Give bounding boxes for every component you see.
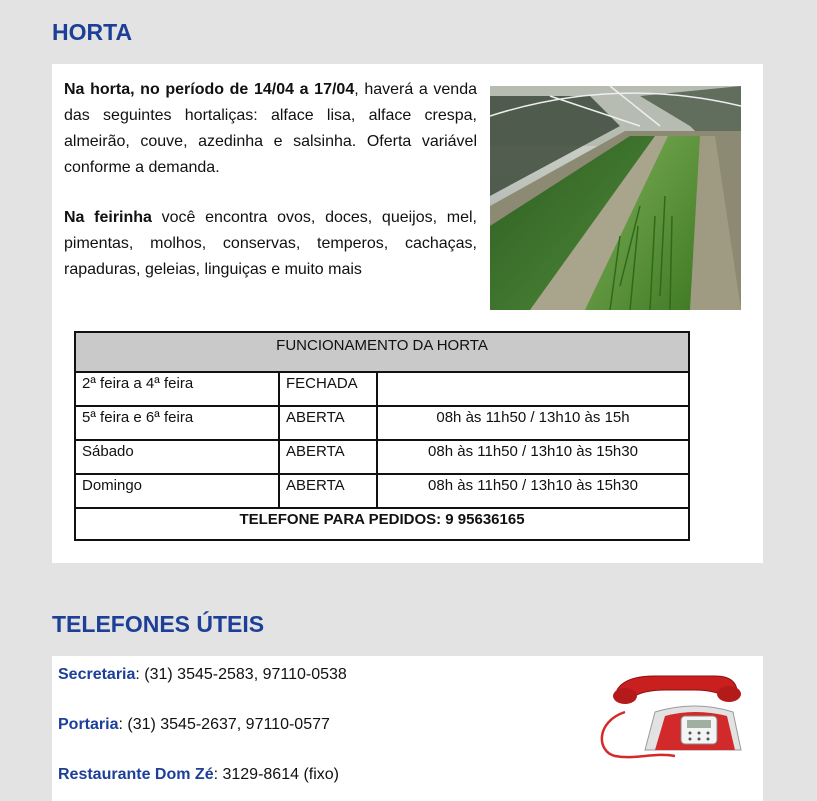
row-status: ABERTA <box>279 406 377 440</box>
phone-label: Secretaria <box>58 666 136 683</box>
row-hours: 08h às 11h50 / 13h10 às 15h30 <box>377 474 689 508</box>
phone-value: : (31) 3545-2583, 97110-0538 <box>135 666 347 683</box>
schedule-table <box>74 331 690 541</box>
phone-label: Portaria <box>58 716 119 733</box>
schedule-table-header: FUNCIONAMENTO DA HORTA <box>75 332 689 372</box>
row-hours <box>377 372 689 406</box>
table-row <box>75 440 689 474</box>
order-phone-footer: TELEFONE PARA PEDIDOS: 9 95636165 <box>75 508 689 540</box>
row-status: ABERTA <box>279 440 377 474</box>
phone-entry-secretaria <box>58 666 347 684</box>
row-days: 5ª feira e 6ª feira <box>75 406 279 440</box>
row-hours: 08h às 11h50 / 13h10 às 15h <box>377 406 689 440</box>
table-row <box>75 474 689 508</box>
row-status: ABERTA <box>279 474 377 508</box>
feirinha-paragraph <box>64 205 477 283</box>
section-title-horta: HORTA <box>52 19 133 45</box>
horta-offer-paragraph <box>64 77 477 181</box>
horta-intro <box>64 77 477 283</box>
table-row <box>75 406 689 440</box>
feirinha-text: você encontra ovos, doces, queijos, mel, pimentas, molhos, conservas, temperos, cachaças, rapaduras, geleias, linguiças e muito mais <box>64 209 477 278</box>
phone-label: Restaurante Dom Zé <box>58 766 214 783</box>
telephone-icon <box>595 672 743 760</box>
table-row <box>75 372 689 406</box>
phone-entry-restaurante <box>58 766 339 784</box>
row-days: Sábado <box>75 440 279 474</box>
row-status: FECHADA <box>279 372 377 406</box>
greenhouse-image <box>490 86 741 310</box>
feirinha-bold: Na feirinha <box>64 209 152 226</box>
section-title-telefones: TELEFONES ÚTEIS <box>52 611 265 637</box>
phone-entry-portaria <box>58 716 330 734</box>
row-days: Domingo <box>75 474 279 508</box>
phone-value: : (31) 3545-2637, 97110-0577 <box>118 716 330 733</box>
row-hours: 08h às 11h50 / 13h10 às 15h30 <box>377 440 689 474</box>
phone-value: : 3129-8614 (fixo) <box>213 766 339 783</box>
horta-offer-bold: Na horta, no período de 14/04 a 17/04 <box>64 81 355 98</box>
row-days: 2ª feira a 4ª feira <box>75 372 279 406</box>
telefones-panel <box>52 656 763 801</box>
horta-panel <box>52 64 763 563</box>
horta-offer-text: , haverá a venda das seguintes hortaliças: alface lisa, alface crespa, almeirão, couve, azedinha e salsinha. Oferta variável conforme a demanda. <box>64 81 478 176</box>
